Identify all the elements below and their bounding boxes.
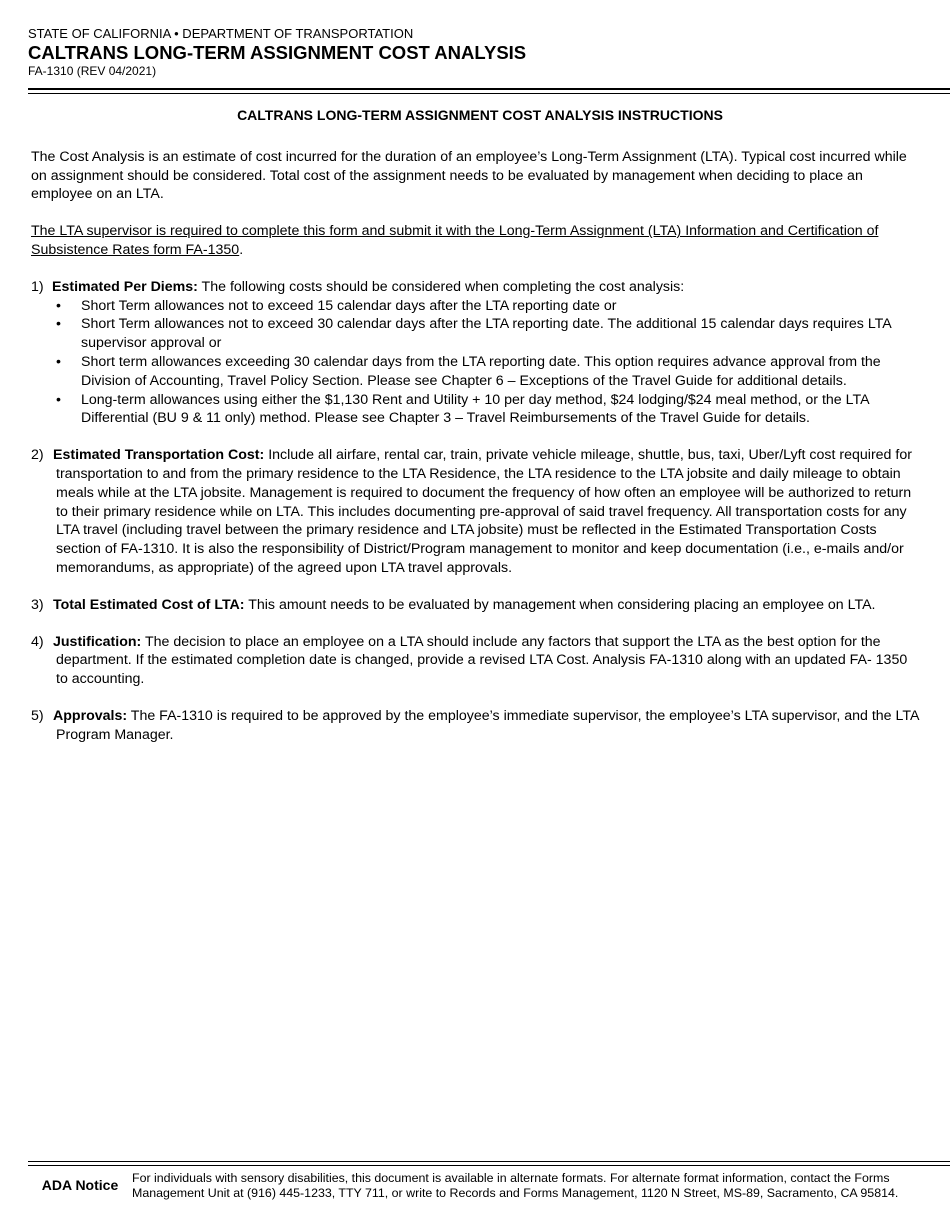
item-body: The FA-1310 is required to be approved by the employee’s immediate supervisor, the employee’s LTA supervisor, and the LTA Program Manager. xyxy=(56,707,919,743)
footer-divider xyxy=(28,1161,950,1166)
bullet-icon: • xyxy=(56,391,61,408)
agency-name: STATE OF CALIFORNIA • DEPARTMENT OF TRANSPORTATION xyxy=(28,26,414,41)
header-divider xyxy=(28,88,950,94)
ada-notice-label: ADA Notice xyxy=(41,1177,119,1193)
item-heading: Justification: xyxy=(53,633,142,650)
list-item xyxy=(31,297,921,316)
list-item xyxy=(31,391,921,429)
bullet-text: Short term allowances exceeding 30 calendar days from the LTA reporting date. This option requires advance approval from the Division of Accounting, Travel Policy Section. Please see Chapter 6 – Exceptions of the Travel Guide for additional details. xyxy=(81,353,881,389)
bullet-icon: • xyxy=(56,297,61,314)
item-number: 1) xyxy=(31,278,44,295)
item-heading: Estimated Transportation Cost: xyxy=(53,447,265,464)
item-body: The following costs should be considered when completing the cost analysis: xyxy=(197,278,685,295)
bullet-icon: • xyxy=(56,353,61,370)
bullet-text: Short Term allowances not to exceed 30 calendar days after the LTA reporting date. The additional 15 calendar days requires LTA supervisor approval or xyxy=(81,316,891,352)
form-number: FA-1310 (REV 04/2021) xyxy=(28,64,157,78)
instruction-item-5 xyxy=(31,707,921,745)
item-number: 3) xyxy=(31,596,44,613)
item-body: The decision to place an employee on a LTA should include any factors that support the LTA as the best option for the department. If the estimated completion date is changed, provide a revised LTA Cost. Analysis FA-1310 along with an updated FA- 1350 to accounting. xyxy=(56,633,908,688)
supervisor-note-period: . xyxy=(239,241,244,258)
instruction-item-2 xyxy=(31,446,921,578)
item-number: 4) xyxy=(31,633,44,650)
supervisor-note xyxy=(31,222,921,260)
item-heading: Approvals: xyxy=(53,707,128,724)
instructions-section xyxy=(31,106,921,763)
intro-paragraph: The Cost Analysis is an estimate of cost incurred for the duration of an employee’s Long-Term Assignment (LTA). Typical cost incurred while on assignment should be considered. Total cost of the assignment needs to be evaluated by management when deciding to place an employee on an LTA. xyxy=(31,148,907,203)
instruction-item-1 xyxy=(31,278,921,428)
instructions-title: CALTRANS LONG-TERM ASSIGNMENT COST ANALYSIS INSTRUCTIONS xyxy=(237,107,723,123)
instruction-item-3 xyxy=(31,596,921,615)
form-title: CALTRANS LONG-TERM ASSIGNMENT COST ANALYSIS xyxy=(28,42,527,63)
item-number: 2) xyxy=(31,447,44,464)
supervisor-note-text: The LTA supervisor is required to complete this form and submit it with the Long-Term Assignment (LTA) Information and Certification of Subsistence Rates form FA-1350 xyxy=(31,223,879,258)
item-text xyxy=(52,278,921,297)
item-body: Include all airfare, rental car, train, private vehicle mileage, shuttle, bus, taxi, Uber/Lyft cost required for transportation to and from the primary residence to the LTA Residence, the LTA residence to the LTA jobsite and daily mileage to obtain meals while at the LTA jobsite. Management is required to document the frequency of how often an employee will be authorized to return to their primary residence while on LTA. This includes documenting pre-approval of said travel frequency. All transportation costs for any LTA travel (including travel between the primary residence and LTA jobsite) must be reflected in the Estimated Transportation Costs section of FA-1310. It is also the responsibility of District/Program management to monitor and keep documentation (i.e., e-mails and/or memorandums, as appropriate) of the agreed upon LTA travel approvals. xyxy=(56,447,912,576)
bullet-text: Short Term allowances not to exceed 15 calendar days after the LTA reporting date or xyxy=(81,297,617,314)
ada-notice xyxy=(28,1171,928,1201)
item-body: This amount needs to be evaluated by management when considering placing an employee on LTA. xyxy=(244,596,876,613)
item-heading: Estimated Per Diems: xyxy=(52,278,198,295)
instruction-item-4 xyxy=(31,633,921,689)
bullet-text: Long-term allowances using either the $1,130 Rent and Utility + 10 per day method, $24 lodging/$24 meal method, or the LTA Differential (BU 9 & 11 only) method. Please see Chapter 3 – Travel Reimbursements of the Travel Guide for details. xyxy=(81,391,869,427)
per-diem-bullet-list xyxy=(31,297,921,429)
list-item xyxy=(31,315,921,353)
list-item xyxy=(31,353,921,391)
ada-notice-text: For individuals with sensory disabilities, this document is available in alternate formats. For alternate format information, contact the Forms Management Unit at (916) 445-1233, TTY 711, or write to Records and Forms Management, 1120 N Street, MS-89, Sacramento, CA 95814. xyxy=(132,1171,899,1200)
bullet-icon: • xyxy=(56,316,61,333)
item-number: 5) xyxy=(31,707,44,724)
form-header xyxy=(28,26,928,79)
item-heading: Total Estimated Cost of LTA: xyxy=(53,596,245,613)
